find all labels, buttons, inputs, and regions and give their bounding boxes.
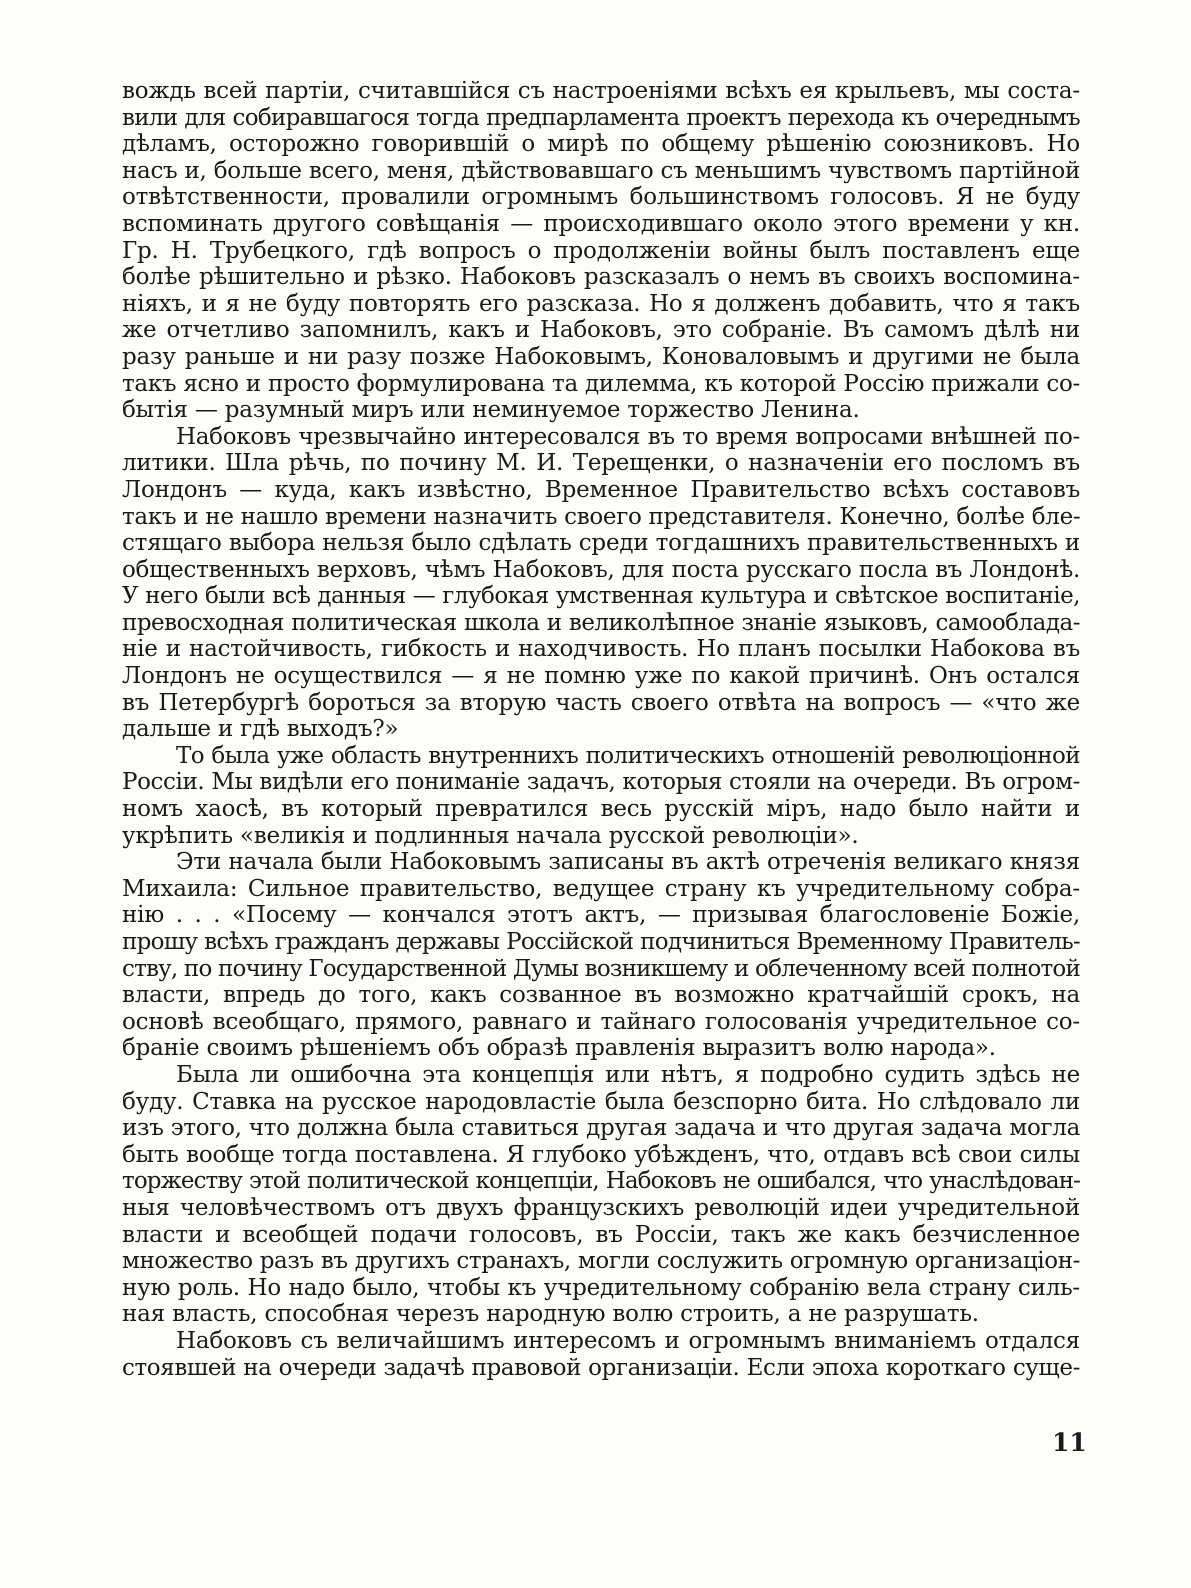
text-line: дальше и гдѣ выходъ?» xyxy=(122,716,399,743)
text-line: Россіи. Мы видѣли его пониманіе задачъ, которыя стояли на очереди. Въ огром- xyxy=(122,769,1080,796)
text-line: браніе своимъ рѣшеніемъ объ образѣ правленія выразитъ волю народа». xyxy=(122,1035,996,1062)
text-line: бытія — разумный миръ или неминуемое торжество Ленина. xyxy=(122,397,860,424)
text-line: вспоминать другого совѣщанія — происходившаго около этого времени у кн. xyxy=(122,210,1080,237)
text-line: изъ этого, что должна была ставиться другая задача и что другая задача могла xyxy=(122,1115,1080,1142)
text-line: основѣ всеобщаго, прямого, равнаго и тайнаго голосованія учредительное со- xyxy=(122,1008,1080,1035)
text-line: Михаила: Сильное правительство, ведущее страну къ учредительному собра- xyxy=(122,875,1080,902)
text-line: Гр. Н. Трубецкого, гдѣ вопросъ о продолженіи войны былъ поставленъ еще xyxy=(122,237,1080,264)
text-line: Набоковъ съ величайшимъ интересомъ и огромнымъ вниманіемъ отдался xyxy=(176,1327,1080,1354)
text-line: власти и всеобщей подачи голосовъ, въ Россіи, такъ же какъ безчисленное xyxy=(122,1221,1080,1248)
text-line: литики. Шла рѣчь, по почину М. И. Терещенки, о назначеніи его посломъ въ xyxy=(122,450,1080,477)
text-line: укрѣпить «великія и подлинныя начала русской революціи». xyxy=(122,822,859,849)
text-line: вождь всей партіи, считавшійся съ настроеніями всѣхъ ея крыльевъ, мы соста- xyxy=(122,78,1080,104)
text-line: такъ и не нашло времени назначить своего представителя. Конечно, болѣе бле- xyxy=(122,503,1080,530)
text-line: Лондонъ не осуществился — я не помню уже по какой причинѣ. Онъ остался xyxy=(122,663,1080,690)
text-line: номъ хаосѣ, въ который превратился весь русскій міръ, надо было найти и xyxy=(122,796,1080,823)
text-line: торжеству этой политической концепціи, Набоковъ не ошибался, что унаслѣдован- xyxy=(122,1168,1080,1195)
text-line: ную роль. Но надо было, чтобы къ учредительному собранію вела страну силь- xyxy=(122,1274,1080,1301)
text-line: быть вообще тогда поставлена. Я глубоко убѣжденъ, что, отдавъ всѣ свои силы xyxy=(122,1141,1080,1168)
text-line: власти, впредь до того, какъ созванное въ возможно кратчайшій срокъ, на xyxy=(122,982,1080,1009)
text-line: Эти начала были Набоковымъ записаны въ актѣ отреченія великаго князя xyxy=(176,849,1080,876)
text-line: разу раньше и ни разу позже Набоковымъ, Коноваловымъ и другими не была xyxy=(122,343,1080,370)
text-line: стящаго выбора нельзя было сдѣлать среди тогдашнихъ правительственныхъ и xyxy=(122,530,1080,557)
text-line: ніяхъ, и я не буду повторять его разсказа. Но я долженъ добавить, что я такъ xyxy=(122,290,1080,317)
text-line: общественныхъ верховъ, чѣмъ Набоковъ, для поста русскаго посла въ Лондонѣ. xyxy=(122,556,1080,583)
text-line: ству, по почину Государственной Думы возникшему и облеченному всей полнотой xyxy=(122,955,1080,982)
page-number: 11 xyxy=(1052,1428,1087,1457)
text-line: Лондонъ — куда, какъ извѣстно, Временное Правительство всѣхъ составовъ xyxy=(122,476,1080,503)
text-line: отвѣтственности, провалили огромнымъ большинствомъ голосовъ. Я не буду xyxy=(122,184,1080,211)
text-line: буду. Ставка на русское народовластіе была безспорно бита. Но слѣдовало ли xyxy=(122,1088,1080,1115)
text-line: же отчетливо запомнилъ, какъ и Набоковъ, это собраніе. Въ самомъ дѣлѣ ни xyxy=(122,317,1080,344)
text-line: нію . . . «Посему — кончался этотъ актъ, — призывая благословеніе Божіе, xyxy=(122,902,1080,929)
text-line: У него были всѣ данныя — глубокая умственная культура и свѣтское воспитаніе, xyxy=(122,583,1080,610)
text-line: прошу всѣхъ гражданъ державы Россійской подчиниться Временному Правитель- xyxy=(122,929,1080,955)
text-line: насъ и, больше всего, меня, дѣйствовавшаго съ меньшимъ чувствомъ партійной xyxy=(122,157,1080,184)
text-line: стоявшей на очереди задачѣ правовой организаціи. Если эпоха короткаго суще- xyxy=(122,1354,1080,1381)
text-line: вили для собиравшагося тогда предпарламента проектъ перехода къ очереднымъ xyxy=(122,104,1080,131)
text-line: ная власть, способная черезъ народную волю строить, а не разрушать. xyxy=(122,1301,979,1328)
text-line: болѣе рѣшительно и рѣзко. Набоковъ разсказалъ о немъ въ своихъ воспомина- xyxy=(122,264,1080,291)
text-line: множество разъ въ другихъ странахъ, могли сослужить огромную организаціон- xyxy=(122,1248,1080,1275)
text-line: превосходная политическая школа и великолѣпное знаніе языковъ, самооблада- xyxy=(122,609,1080,636)
text-line: въ Петербургѣ бороться за вторую часть своего отвѣта на вопросъ — «что же xyxy=(122,689,1080,716)
text-line: ныя человѣчествомъ отъ двухъ французскихъ революцій идеи учредительной xyxy=(122,1194,1080,1221)
text-line: дѣламъ, осторожно говорившій о мирѣ по общему рѣшенію союзниковъ. Но xyxy=(122,131,1080,158)
text-line: Была ли ошибочна эта концепція или нѣтъ, я подробно судить здѣсь не xyxy=(176,1061,1080,1088)
text-line: ніе и настойчивость, гибкость и находчивость. Но планъ посылки Набокова въ xyxy=(122,636,1080,663)
text-line: Набоковъ чрезвычайно интересовался въ то время вопросами внѣшней по- xyxy=(176,423,1080,450)
body-text xyxy=(122,78,1080,1381)
text-line: То была уже область внутреннихъ политическихъ отношеній революціонной xyxy=(176,742,1080,769)
text-line: такъ ясно и просто формулирована та дилемма, къ которой Россію прижали со- xyxy=(122,370,1080,397)
